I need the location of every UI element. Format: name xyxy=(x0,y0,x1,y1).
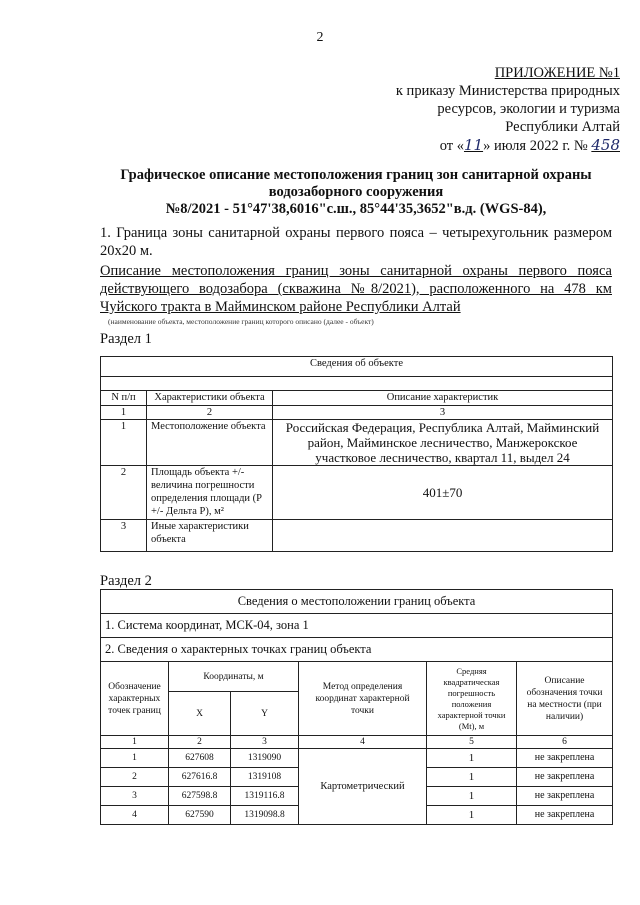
point-x: 627608 xyxy=(169,749,231,768)
table-row xyxy=(101,466,613,520)
point-x: 627590 xyxy=(169,806,231,825)
section-1-label: Раздел 1 xyxy=(100,331,152,347)
annex-date xyxy=(350,136,620,155)
col-number-1: 1 xyxy=(101,736,169,749)
col-number-1: 1 xyxy=(101,406,147,420)
header-method: Метод определения координат характерной точки xyxy=(299,662,427,736)
header-description: Описание обозначения точки на местности (при наличии) xyxy=(517,662,613,736)
col-number-3: 3 xyxy=(273,406,613,420)
point-id: 2 xyxy=(101,768,169,787)
point-description: не закреплена xyxy=(517,787,613,806)
row-characteristic: Площадь объекта +/- величина погрешности определения площади (P +/- Дельта P), м² xyxy=(147,466,273,520)
row-value xyxy=(273,520,613,552)
date-prefix: от « xyxy=(439,138,464,154)
point-y: 1319108 xyxy=(231,768,299,787)
annex-heading: ПРИЛОЖЕНИЕ №1 xyxy=(494,65,620,81)
title-line-1: Графическое описание местоположения границ зон санитарной охраны xyxy=(120,167,592,183)
col-number-2: 2 xyxy=(147,406,273,420)
point-y: 1319098.8 xyxy=(231,806,299,825)
col-number-5: 5 xyxy=(427,736,517,749)
order-number-handwritten: 458 xyxy=(591,136,620,154)
point-mt: 1 xyxy=(427,749,517,768)
object-table-title: Сведения об объекте xyxy=(101,357,613,377)
point-mt: 1 xyxy=(427,787,517,806)
col-number-6: 6 xyxy=(517,736,613,749)
annex-line-3: Республики Алтай xyxy=(505,119,620,135)
paragraph-note: (наименование объекта, местоположение границ которого описано (далее - объект) xyxy=(108,317,374,326)
coordinate-system: 1. Система координат, МСК-04, зона 1 xyxy=(101,614,613,638)
col-number-4: 4 xyxy=(299,736,427,749)
title-line-3: №8/2021 - 51°47'38,6016"с.ш., 85°44'35,3652"в.д. (WGS-84), xyxy=(165,201,547,217)
document-title xyxy=(96,167,616,218)
point-y: 1319090 xyxy=(231,749,299,768)
point-description: не закреплена xyxy=(517,749,613,768)
page-number: 2 xyxy=(316,30,324,45)
header-description: Описание характеристик xyxy=(273,391,613,406)
row-number: 2 xyxy=(101,466,147,520)
header-accuracy: Средняя квадратическая погрешность положения характерной точки (Mt), м xyxy=(427,662,517,736)
header-characteristic: Характеристики объекта xyxy=(147,391,273,406)
date-middle: » июля 2022 г. № xyxy=(483,138,588,154)
header-point-id: Обозначение характерных точек границ xyxy=(101,662,169,736)
row-value: 401±70 xyxy=(273,466,613,520)
header-x: X xyxy=(169,692,231,736)
boundary-points-table xyxy=(100,589,613,825)
table-row xyxy=(101,420,613,466)
col-number-2: 2 xyxy=(169,736,231,749)
row-number: 3 xyxy=(101,520,147,552)
table-row xyxy=(101,520,613,552)
row-characteristic: Местоположение объекта xyxy=(147,420,273,466)
title-line-2: водозаборного сооружения xyxy=(268,184,444,200)
annex-line-1: к приказу Министерства природных xyxy=(395,83,620,99)
points-section-title: 2. Сведения о характерных точках границ объекта xyxy=(101,638,613,662)
point-description: не закреплена xyxy=(517,806,613,825)
annex-line-2: ресурсов, экологии и туризма xyxy=(437,101,620,117)
table-row xyxy=(101,749,613,768)
point-description: не закреплена xyxy=(517,768,613,787)
header-num: N п/п xyxy=(101,391,147,406)
col-number-3: 3 xyxy=(231,736,299,749)
section-2-label: Раздел 2 xyxy=(100,573,152,589)
point-id: 4 xyxy=(101,806,169,825)
object-table-spacer xyxy=(101,377,613,391)
point-mt: 1 xyxy=(427,806,517,825)
boundary-table-title: Сведения о местоположении границ объекта xyxy=(101,590,613,614)
header-y: Y xyxy=(231,692,299,736)
row-value: Российская Федерация, Республика Алтай, Майминский район, Майминское лесничество, Манжерокское участковое лесничество, квартал 11, выдел 24 xyxy=(273,420,613,466)
point-x: 627616.8 xyxy=(169,768,231,787)
annex-header xyxy=(350,64,620,155)
point-id: 3 xyxy=(101,787,169,806)
paragraph-first-zone: 1. Граница зоны санитарной охраны первого пояса – четырехугольник размером 20х20 м. xyxy=(100,225,612,259)
object-info-table xyxy=(100,356,613,552)
point-y: 1319116.8 xyxy=(231,787,299,806)
method-value: Картометрический xyxy=(299,749,427,825)
header-coordinates: Координаты, м xyxy=(169,662,299,692)
row-characteristic: Иные характеристики объекта xyxy=(147,520,273,552)
paragraph-description: Описание местоположения границ зоны санитарной охраны первого пояса действующего водозабора (скважина №8/2021), расположенного на 478 км Чуйского тракта в Майминском районе Республики Алтай xyxy=(100,263,612,315)
point-id: 1 xyxy=(101,749,169,768)
point-x: 627598.8 xyxy=(169,787,231,806)
row-number: 1 xyxy=(101,420,147,466)
point-mt: 1 xyxy=(427,768,517,787)
date-day-handwritten: 11 xyxy=(463,136,484,154)
